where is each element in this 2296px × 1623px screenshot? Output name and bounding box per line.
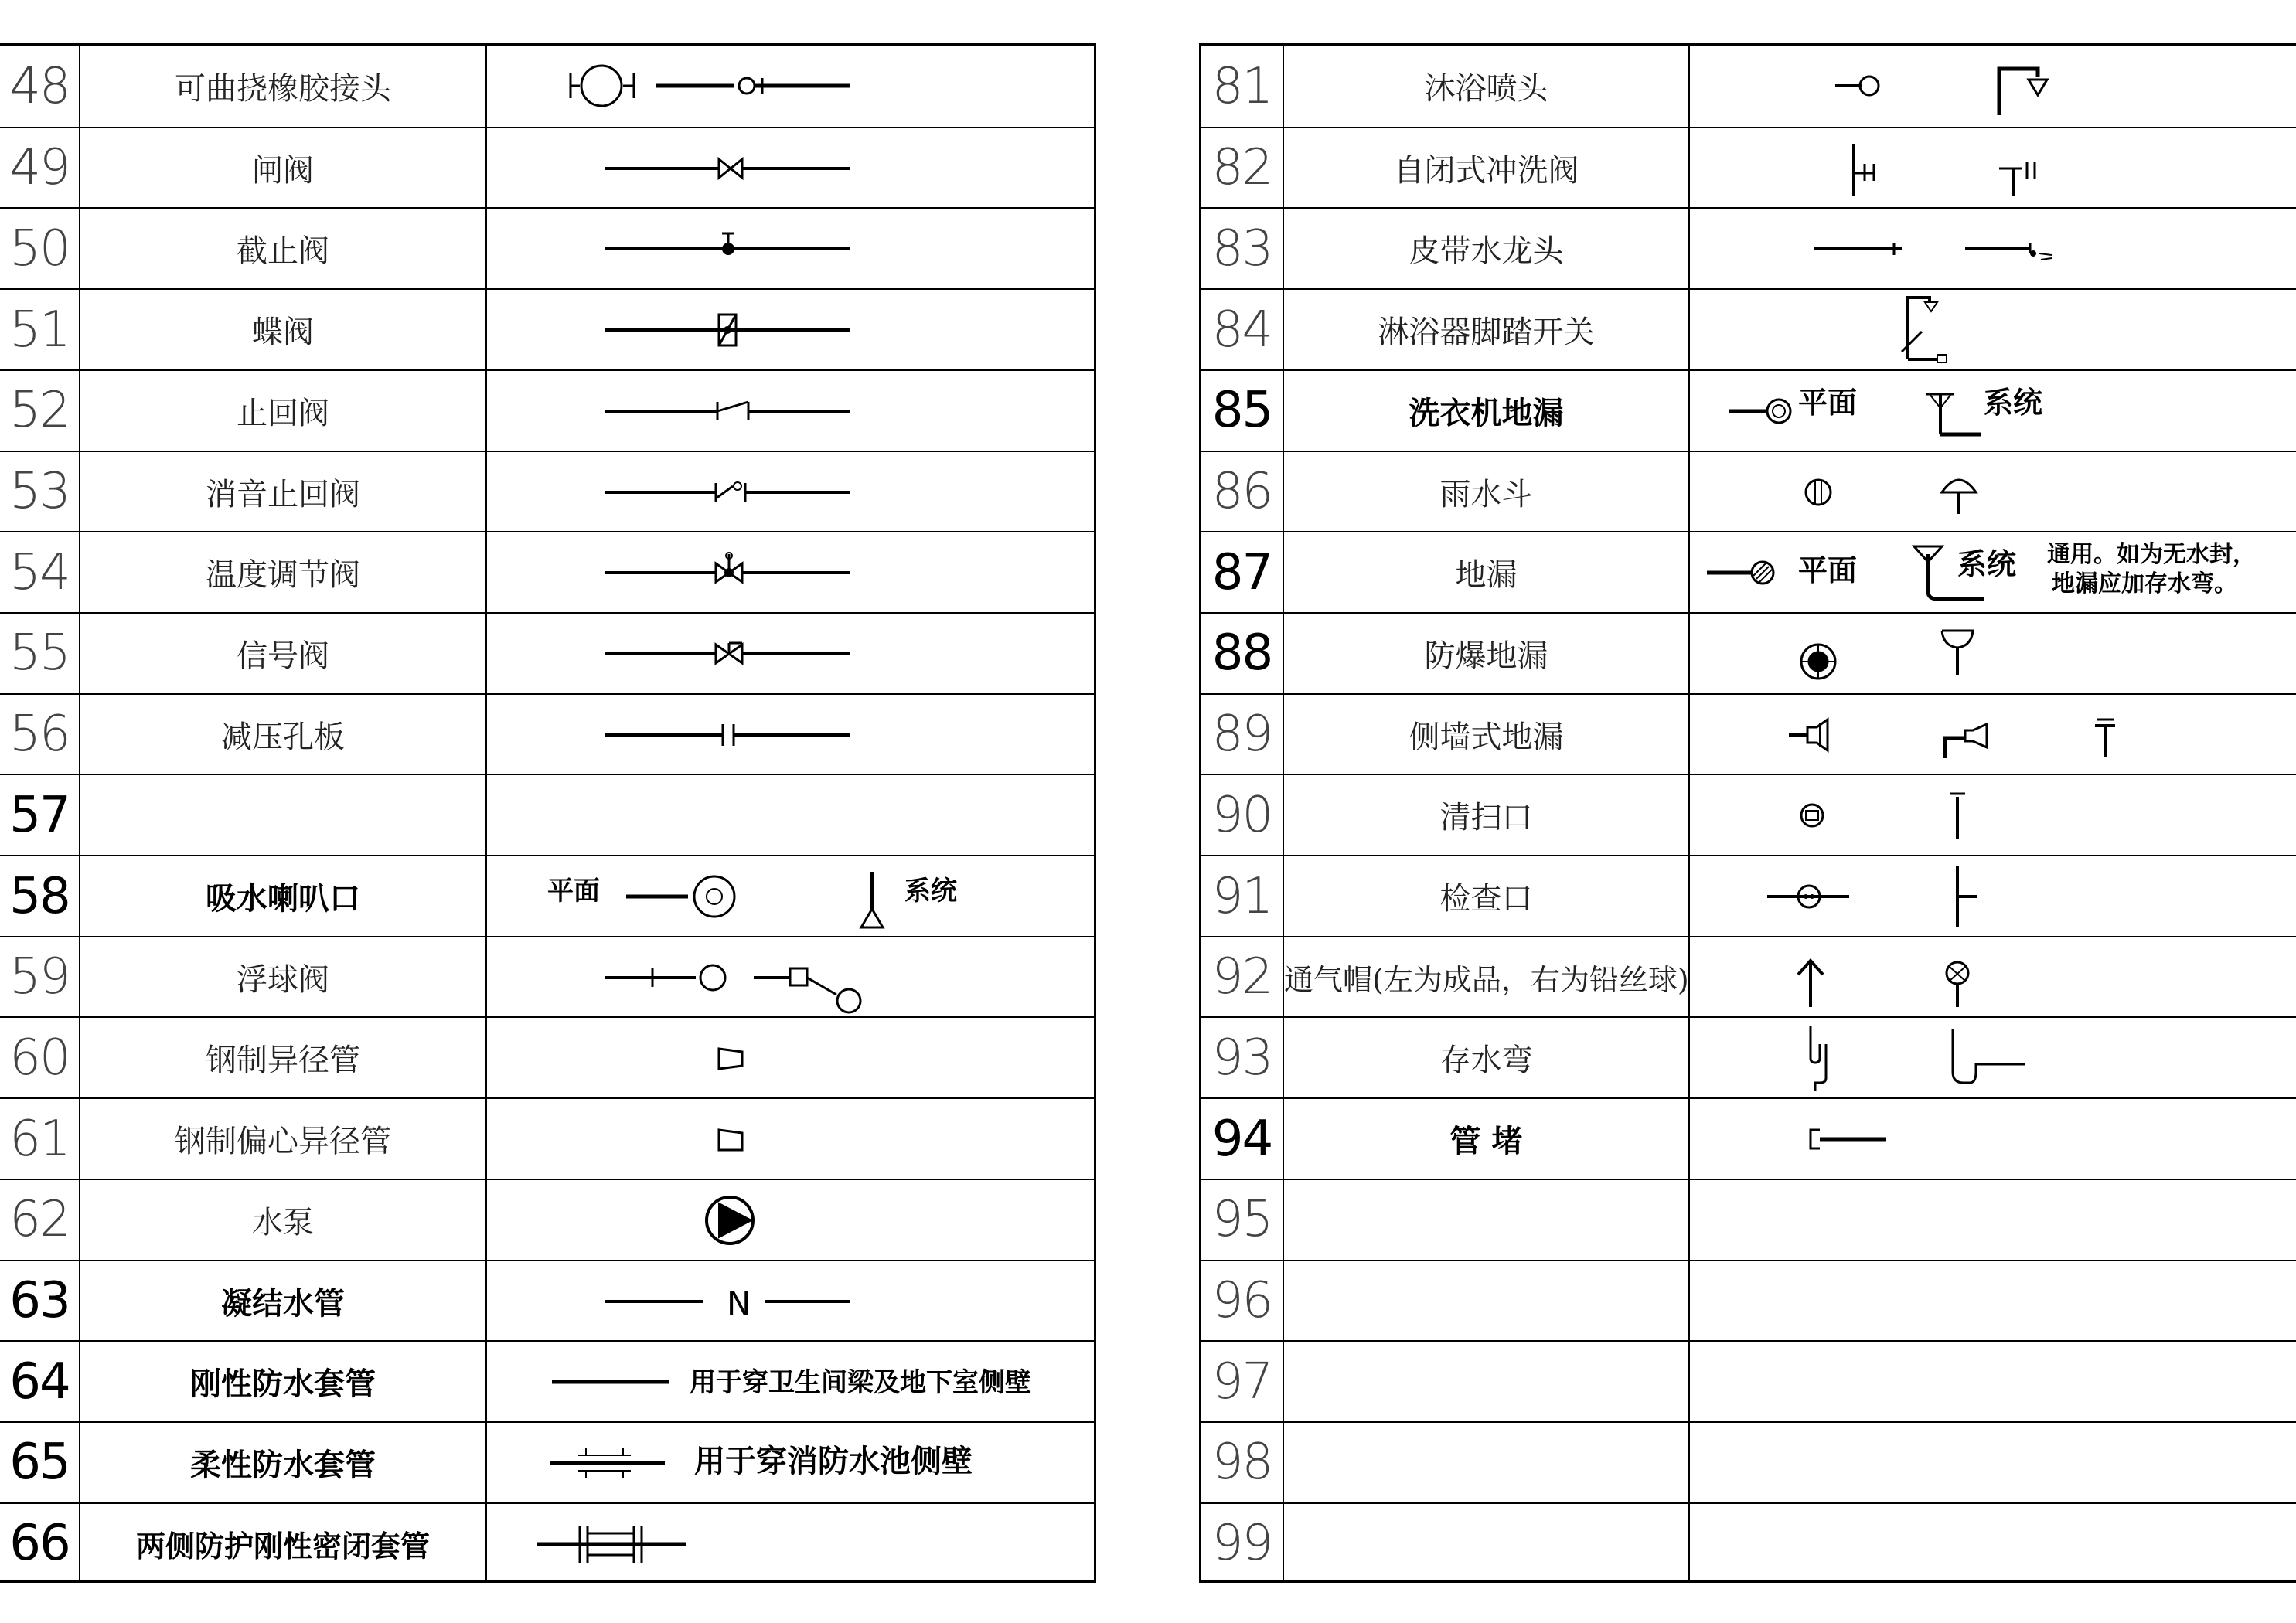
table-row <box>0 1097 1094 1179</box>
row-number: 51 <box>9 301 70 359</box>
globe-valve-icon <box>487 209 1094 288</box>
check-valve-icon <box>487 371 1094 451</box>
symbol-note: 平面 <box>1798 385 1858 420</box>
row-number: 98 <box>1211 1434 1272 1492</box>
float-valve-icon <box>487 937 1094 1017</box>
symbol-name: 闸阀 <box>252 152 314 189</box>
cleanout-icon <box>1690 775 2296 855</box>
row-number: 92 <box>1211 948 1272 1006</box>
symbol-name: 止回阀 <box>237 395 329 431</box>
explosion-proof-floor-drain-icon <box>1690 614 2296 693</box>
symbol-name: 淋浴器脚踏开关 <box>1378 315 1595 351</box>
table-row <box>1201 1260 2296 1341</box>
float-valve-icon <box>487 937 1094 1017</box>
symbol-name <box>1284 1423 1688 1502</box>
row-number: 56 <box>9 706 70 764</box>
table-row <box>0 1502 1094 1584</box>
table-row <box>1201 855 2296 936</box>
row-number: 81 <box>1211 57 1272 115</box>
row-number: 60 <box>9 1029 70 1087</box>
self-closing-flush-valve-icon <box>1690 128 2296 208</box>
shower-pedal-switch-icon <box>1690 290 2296 369</box>
symbol-name: 水泵 <box>252 1204 314 1240</box>
inspection-port-icon <box>1690 856 2296 936</box>
table-row <box>1201 612 2296 693</box>
cleanout-icon <box>1690 775 2296 855</box>
row-number: 88 <box>1211 624 1272 682</box>
table-row <box>1201 1502 2296 1584</box>
row-number: 84 <box>1211 301 1272 359</box>
row-number: 61 <box>9 1110 70 1168</box>
table-row <box>0 612 1094 693</box>
symbol-name <box>1284 1342 1688 1421</box>
symbol-name: 雨水斗 <box>1439 476 1533 512</box>
symbol-name: 浮球阀 <box>237 961 329 998</box>
table-row <box>0 288 1094 369</box>
symbol-name <box>1284 1504 1688 1584</box>
symbol-note: 系统 <box>1957 547 2017 582</box>
steel-eccentric-reducer-icon <box>487 1099 1094 1179</box>
table-row <box>1201 693 2296 774</box>
gate-valve-icon <box>487 128 1094 208</box>
symbol-note: 地漏应加存水弯。 <box>2052 570 2237 598</box>
table-row <box>1201 936 2296 1017</box>
side-wall-floor-drain-icon <box>1690 695 2296 774</box>
symbol-name: 吸水喇叭口 <box>206 881 360 917</box>
empty-symbol-cell <box>1690 1504 2296 1584</box>
row-number: 64 <box>9 1352 70 1410</box>
row-number: 48 <box>9 57 70 115</box>
shower-head-icon <box>1690 46 2296 127</box>
row-number: 54 <box>9 543 70 601</box>
symbol-name: 可曲挠橡胶接头 <box>175 71 391 107</box>
symbol-name: 凝结水管 <box>221 1285 345 1322</box>
symbol-note: 通用。如为无水封， <box>2047 541 2256 569</box>
row-number: 55 <box>9 624 70 682</box>
table-row <box>0 1340 1094 1421</box>
table-row <box>1201 1340 2296 1421</box>
table-row <box>0 127 1094 208</box>
side-wall-floor-drain-icon <box>1690 695 2296 774</box>
table-row <box>1201 531 2296 612</box>
symbol-name: 钢制异径管 <box>206 1043 360 1079</box>
table-row <box>0 1016 1094 1097</box>
row-number: 86 <box>1211 463 1272 520</box>
symbol-name: 侧墙式地漏 <box>1409 719 1564 755</box>
table-row <box>0 207 1094 288</box>
row-number: 57 <box>9 786 70 844</box>
condensate-pipe-icon <box>487 1261 1094 1341</box>
symbol-name: 沐浴喷头 <box>1424 71 1548 107</box>
empty-symbol-cell <box>1690 1180 2296 1260</box>
row-number: 85 <box>1211 382 1272 440</box>
symbol-name: 钢制偏心异径管 <box>175 1124 391 1160</box>
table-row <box>1201 369 2296 451</box>
symbol-name: 清扫口 <box>1439 800 1533 836</box>
symbol-note: 系统 <box>904 876 957 907</box>
signal-valve-icon <box>487 614 1094 693</box>
vent-cap-icon <box>1690 937 2296 1017</box>
symbol-name: 洗衣机地漏 <box>1409 395 1564 431</box>
shower-head-icon <box>1690 46 2296 127</box>
washer-floor-drain-icon <box>1690 371 2296 451</box>
pressure-reducing-orifice-icon <box>487 695 1094 774</box>
table-row <box>1201 451 2296 532</box>
table-row <box>0 531 1094 612</box>
silent-check-valve-icon <box>487 452 1094 532</box>
steel-reducer-icon <box>487 1018 1094 1097</box>
floor-drain-icon <box>1690 532 2296 612</box>
empty-symbol-cell <box>1690 1342 2296 1421</box>
symbol-name: 检查口 <box>1439 881 1533 917</box>
row-number: 59 <box>9 948 70 1006</box>
temperature-control-valve-icon <box>487 532 1094 612</box>
row-number: 49 <box>9 139 70 197</box>
table-row <box>0 936 1094 1017</box>
butterfly-valve-icon <box>487 290 1094 369</box>
row-number: 99 <box>1211 1515 1272 1573</box>
table-row <box>0 855 1094 936</box>
inspection-port-icon <box>1690 856 2296 936</box>
row-number: 83 <box>1211 219 1272 277</box>
rainwater-hopper-icon <box>1690 452 2296 532</box>
table-row <box>0 451 1094 532</box>
flexible-waterproof-sleeve-icon <box>487 1423 1094 1502</box>
row-number: 58 <box>9 867 70 925</box>
row-number: 90 <box>1211 786 1272 844</box>
silent-check-valve-icon <box>487 452 1094 532</box>
symbol-note: 平面 <box>547 876 600 907</box>
flexible-rubber-joint-icon <box>487 46 1094 127</box>
table-row <box>0 1421 1094 1502</box>
empty-symbol-cell <box>1690 1261 2296 1341</box>
steel-reducer-icon <box>487 1018 1094 1097</box>
symbol-name: 管 堵 <box>1449 1124 1523 1160</box>
shower-pedal-switch-icon <box>1690 290 2296 369</box>
gate-valve-icon <box>487 128 1094 208</box>
table-row <box>1201 207 2296 288</box>
symbol-name <box>1284 1180 1688 1260</box>
rainwater-hopper-icon <box>1690 452 2296 532</box>
pressure-reducing-orifice-icon <box>487 695 1094 774</box>
symbol-name <box>1284 1261 1688 1341</box>
flexible-rubber-joint-icon <box>487 46 1094 127</box>
symbol-name <box>80 775 485 855</box>
symbol-name: 自闭式冲洗阀 <box>1393 152 1579 189</box>
butterfly-valve-icon <box>487 290 1094 369</box>
temperature-control-valve-icon <box>487 532 1094 612</box>
symbol-name: 柔性防水套管 <box>190 1447 376 1483</box>
table-row <box>1201 1016 2296 1097</box>
symbol-name: 刚性防水套管 <box>190 1366 376 1403</box>
trap-icon <box>1690 1018 2296 1097</box>
row-number: 66 <box>9 1515 70 1573</box>
vent-cap-icon <box>1690 937 2296 1017</box>
row-number: 89 <box>1211 706 1272 764</box>
table-row <box>1201 288 2296 369</box>
hose-faucet-icon <box>1690 209 2296 288</box>
globe-valve-icon <box>487 209 1094 288</box>
table-row <box>1201 774 2296 855</box>
symbol-name: 信号阀 <box>237 638 329 674</box>
row-number: 96 <box>1211 1272 1272 1329</box>
legend-table-right <box>1199 43 2296 1583</box>
row-number: 97 <box>1211 1352 1272 1410</box>
symbol-name: 截止阀 <box>237 233 329 270</box>
symbol-note: 平面 <box>1798 553 1858 588</box>
symbol-name: 两侧防护刚性密闭套管 <box>135 1529 430 1563</box>
symbol-note: N <box>727 1284 751 1322</box>
pipe-plug-icon <box>1690 1099 2296 1179</box>
row-number: 94 <box>1211 1110 1272 1168</box>
condensate-pipe-icon <box>487 1261 1094 1341</box>
row-number: 50 <box>9 219 70 277</box>
table-row <box>1201 1421 2296 1502</box>
symbol-name: 消音止回阀 <box>206 476 360 512</box>
symbol-name: 通气帽(左为成品，右为铅丝球) <box>1284 962 1689 997</box>
table-row <box>1201 46 2296 127</box>
symbol-name: 地漏 <box>1455 557 1518 594</box>
symbol-name: 减压孔板 <box>221 719 345 755</box>
symbol-note: 用于穿卫生间梁及地下室侧壁 <box>690 1367 1031 1399</box>
empty-symbol-cell <box>1690 1423 2296 1502</box>
table-row <box>0 693 1094 774</box>
row-number: 62 <box>9 1191 70 1249</box>
self-closing-flush-valve-icon <box>1690 128 2296 208</box>
table-row <box>1201 1097 2296 1179</box>
row-number: 65 <box>9 1434 70 1492</box>
legend-table-left <box>0 43 1096 1583</box>
pipe-plug-icon <box>1690 1099 2296 1179</box>
empty-symbol-cell <box>487 775 1094 855</box>
row-number: 53 <box>9 463 70 520</box>
steel-eccentric-reducer-icon <box>487 1099 1094 1179</box>
table-row <box>0 46 1094 127</box>
trap-icon <box>1690 1018 2296 1097</box>
symbol-name: 温度调节阀 <box>206 557 360 594</box>
row-number: 87 <box>1211 543 1272 601</box>
row-number: 95 <box>1211 1191 1272 1249</box>
explosion-proof-floor-drain-icon <box>1690 614 2296 693</box>
table-row <box>0 1260 1094 1341</box>
water-pump-icon <box>487 1180 1094 1260</box>
row-number: 93 <box>1211 1029 1272 1087</box>
row-number: 52 <box>9 382 70 440</box>
symbol-name: 蝶阀 <box>252 315 314 351</box>
check-valve-icon <box>487 371 1094 451</box>
rigid-sealed-sleeve-icon <box>487 1504 1094 1584</box>
symbol-note: 用于穿消防水池侧壁 <box>694 1443 973 1479</box>
row-number: 82 <box>1211 139 1272 197</box>
hose-faucet-icon <box>1690 209 2296 288</box>
table-row <box>0 1179 1094 1260</box>
row-number: 91 <box>1211 867 1272 925</box>
table-row <box>0 369 1094 451</box>
table-row <box>1201 1179 2296 1260</box>
symbol-name: 防爆地漏 <box>1424 638 1548 674</box>
row-number: 63 <box>9 1272 70 1329</box>
rigid-sealed-sleeve-icon <box>487 1504 1094 1584</box>
table-row <box>0 774 1094 855</box>
water-pump-icon <box>487 1180 1094 1260</box>
symbol-name: 皮带水龙头 <box>1409 233 1564 270</box>
symbol-note: 系统 <box>1984 385 2043 420</box>
suction-bellmouth-icon <box>487 856 1094 936</box>
rigid-waterproof-sleeve-icon <box>487 1342 1094 1421</box>
table-row <box>1201 127 2296 208</box>
signal-valve-icon <box>487 614 1094 693</box>
symbol-name: 存水弯 <box>1439 1043 1533 1079</box>
